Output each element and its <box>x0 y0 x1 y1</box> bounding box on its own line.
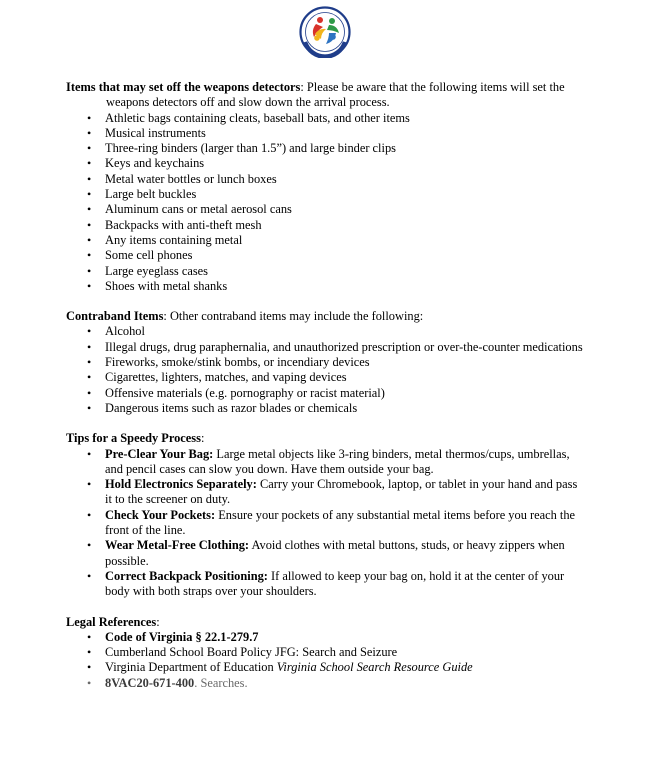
list-item: • Three-ring binders (larger than 1.5”) and large binder clips <box>66 141 586 156</box>
legal-intro-text: : <box>156 614 160 629</box>
list-item: • Musical instruments <box>66 126 586 141</box>
list-item: • Aluminum cans or metal aerosol cans <box>66 202 586 217</box>
document-body <box>66 80 586 706</box>
contraband-intro <box>66 309 586 324</box>
weapons-intro-text: : Please be aware that the following items will set the weapons detectors off and slow down the arrival process. <box>106 80 565 110</box>
vac-text: . Searches. <box>194 675 248 690</box>
list-item: • Dangerous items such as razor blades or chemicals <box>66 401 586 416</box>
list-item: • Athletic bags containing cleats, baseball bats, and other items <box>66 111 586 126</box>
search-resource-guide-link[interactable]: Virginia School Search Resource Guide <box>276 660 473 675</box>
list-item: • Shoes with metal shanks <box>66 279 586 294</box>
legal-intro <box>66 615 586 630</box>
list-item <box>66 538 586 569</box>
tip-title: Wear Metal-Free Clothing: <box>105 538 250 553</box>
list-item <box>66 676 586 691</box>
legal-heading: Legal References <box>66 614 157 629</box>
list-item <box>66 569 586 600</box>
tip-title: Pre-Clear Your Bag: <box>105 446 214 461</box>
tip-title: Check Your Pockets: <box>105 507 216 522</box>
tips-intro <box>66 431 586 446</box>
tips-list <box>66 447 586 600</box>
tips-intro-text: : <box>200 431 205 446</box>
list-item <box>66 477 586 508</box>
list-item: • Illegal drugs, drug paraphernalia, and unauthorized prescription or over-the-counter medications <box>66 340 586 355</box>
contraband-heading: Contraband Items <box>66 309 164 324</box>
tip-title: Hold Electronics Separately: <box>105 477 257 492</box>
weapons-heading: Items that may set off the weapons detectors <box>66 80 301 94</box>
list-item: • Backpacks with anti-theft mesh <box>66 218 586 233</box>
contraband-intro-text: : Other contraband items may include the following: <box>163 309 424 324</box>
weapons-items-list <box>66 111 586 295</box>
list-item: • Large belt buckles <box>66 187 586 202</box>
weapons-detector-section <box>66 80 586 294</box>
list-item: • Large eyeglass cases <box>66 264 586 279</box>
tip-text: Large metal objects like 3-ring binders, metal thermos/cups, umbrellas, and pencil cases can slow you down. Have them outside your bag. <box>105 446 570 476</box>
list-item: • Alcohol <box>66 324 586 339</box>
list-item <box>66 660 586 675</box>
tip-text: If allowed to keep your bag on, hold it at the center of your body with both straps over your shoulders. <box>105 568 565 599</box>
list-item <box>66 508 586 539</box>
contraband-section <box>66 309 586 416</box>
list-item <box>66 447 586 478</box>
vdoe-prefix: Virginia Department of Education <box>105 660 277 675</box>
code-of-virginia-link[interactable]: Code of Virginia § 22.1-279.7 <box>105 629 259 644</box>
contraband-items-list <box>66 324 586 416</box>
list-item: • Metal water bottles or lunch boxes <box>66 172 586 187</box>
weapons-intro <box>66 80 586 111</box>
legal-references-list <box>66 630 586 691</box>
list-item: • Fireworks, smoke/stink bombs, or incendiary devices <box>66 355 586 370</box>
tips-section <box>66 431 586 599</box>
school-logo-icon <box>299 6 351 58</box>
list-item: • Keys and keychains <box>66 156 586 171</box>
tip-title: Correct Backpack Positioning: <box>105 568 268 583</box>
vac-code-link[interactable]: 8VAC20-671-400 <box>105 675 195 690</box>
list-item: • Some cell phones <box>66 248 586 263</box>
list-item <box>66 630 586 645</box>
tip-text: Carry your Chromebook, laptop, or tablet in your hand and pass it to the screener on duty. <box>105 477 578 507</box>
tip-text: Ensure your pockets of any substantial metal items before you reach the front of the line. <box>105 507 576 538</box>
list-item: • Cigarettes, lighters, matches, and vaping devices <box>66 370 586 385</box>
tip-text: Avoid clothes with metal buttons, studs, or heavy zippers when possible. <box>105 538 565 568</box>
tips-heading: Tips for a Speedy Process <box>66 431 201 446</box>
list-item: • Any items containing metal <box>66 233 586 248</box>
list-item: • Cumberland School Board Policy JFG: Search and Seizure <box>66 645 586 660</box>
legal-references-section <box>66 615 586 691</box>
list-item: • Offensive materials (e.g. pornography or racist material) <box>66 386 586 401</box>
